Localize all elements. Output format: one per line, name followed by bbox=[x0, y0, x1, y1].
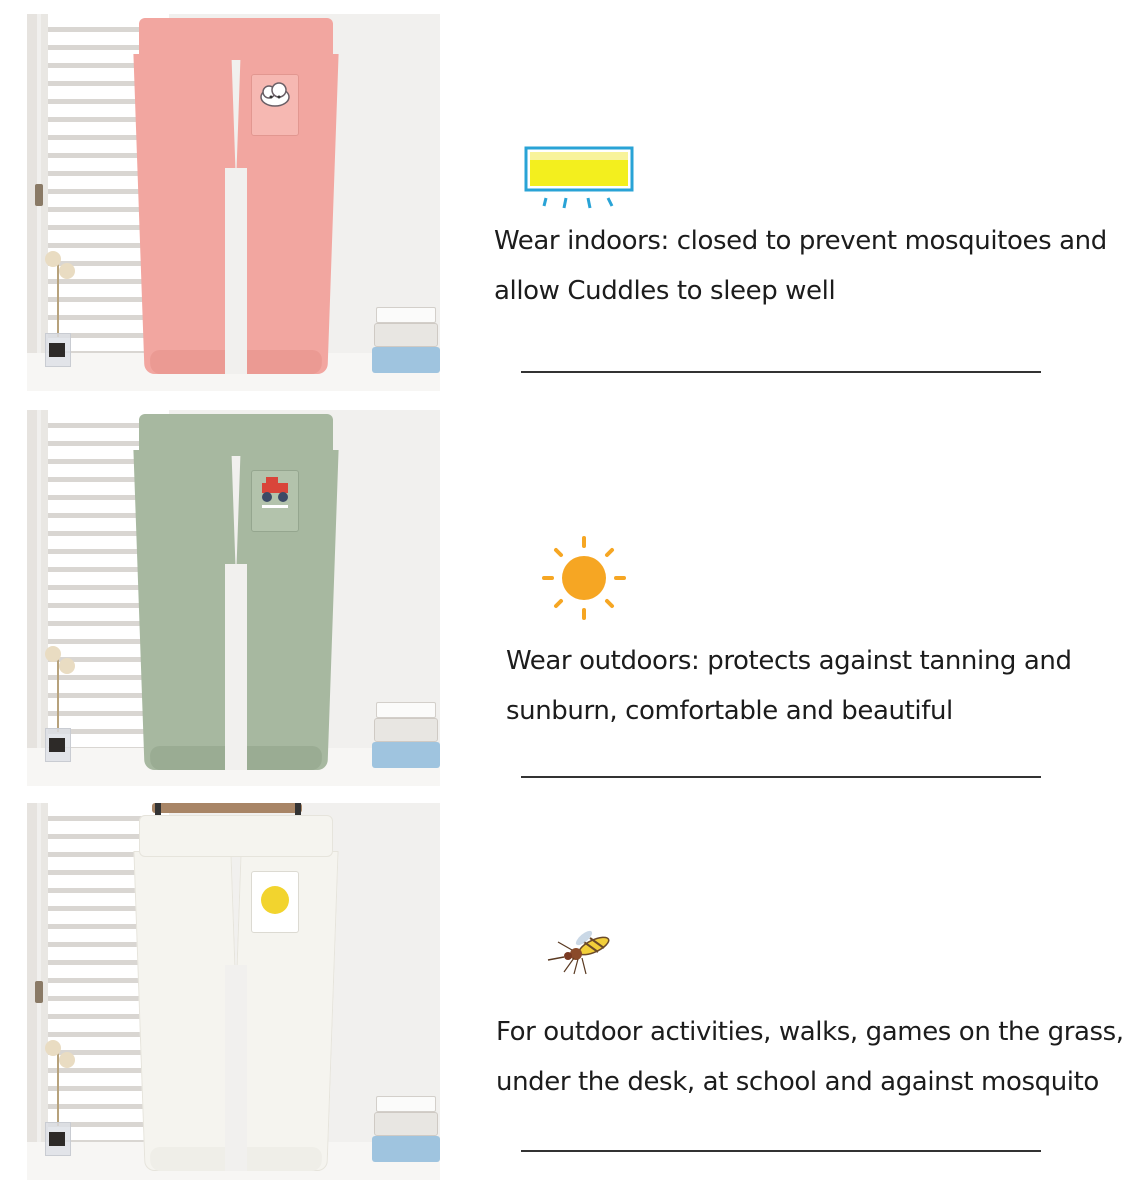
feature-line: For outdoor activities, walks, games on the grass, bbox=[496, 1017, 1124, 1047]
flower-vase bbox=[41, 642, 75, 762]
divider bbox=[521, 776, 1041, 778]
product-photo-white-pants bbox=[27, 803, 440, 1180]
shutter-hinge bbox=[35, 184, 43, 206]
window-frame bbox=[27, 410, 37, 786]
feature-text-indoors bbox=[494, 216, 1107, 316]
feature-text-outdoors bbox=[506, 636, 1072, 736]
feature-line: under the desk, at school and against mosquito bbox=[496, 1067, 1099, 1097]
pocket-patch bbox=[251, 470, 299, 532]
divider bbox=[521, 371, 1041, 373]
feature-line: Wear indoors: closed to prevent mosquitoes and bbox=[494, 226, 1107, 256]
air-conditioner-icon bbox=[524, 146, 636, 214]
book-stack bbox=[370, 698, 440, 768]
mosquito-icon bbox=[544, 928, 620, 978]
sun-icon bbox=[540, 534, 628, 622]
flower-vase bbox=[41, 1036, 75, 1156]
product-photo-pink-pants bbox=[27, 14, 440, 391]
feature-line: sunburn, comfortable and beautiful bbox=[506, 696, 953, 726]
divider bbox=[521, 1150, 1041, 1152]
product-photo-green-pants bbox=[27, 410, 440, 786]
pocket-patch bbox=[251, 871, 299, 933]
book-stack bbox=[370, 303, 440, 373]
clothes-hanger bbox=[152, 803, 302, 813]
feature-line: allow Cuddles to sleep well bbox=[494, 276, 836, 306]
pocket-patch bbox=[251, 74, 299, 136]
flower-vase bbox=[41, 247, 75, 367]
book-stack bbox=[370, 1092, 440, 1162]
truck-icon bbox=[252, 471, 298, 511]
feature-text-activities bbox=[496, 1007, 1124, 1107]
cloud-icon bbox=[252, 75, 298, 115]
feature-line: Wear outdoors: protects against tanning and bbox=[506, 646, 1072, 676]
smiley-face-icon bbox=[261, 886, 289, 914]
shutter-hinge bbox=[35, 981, 43, 1003]
